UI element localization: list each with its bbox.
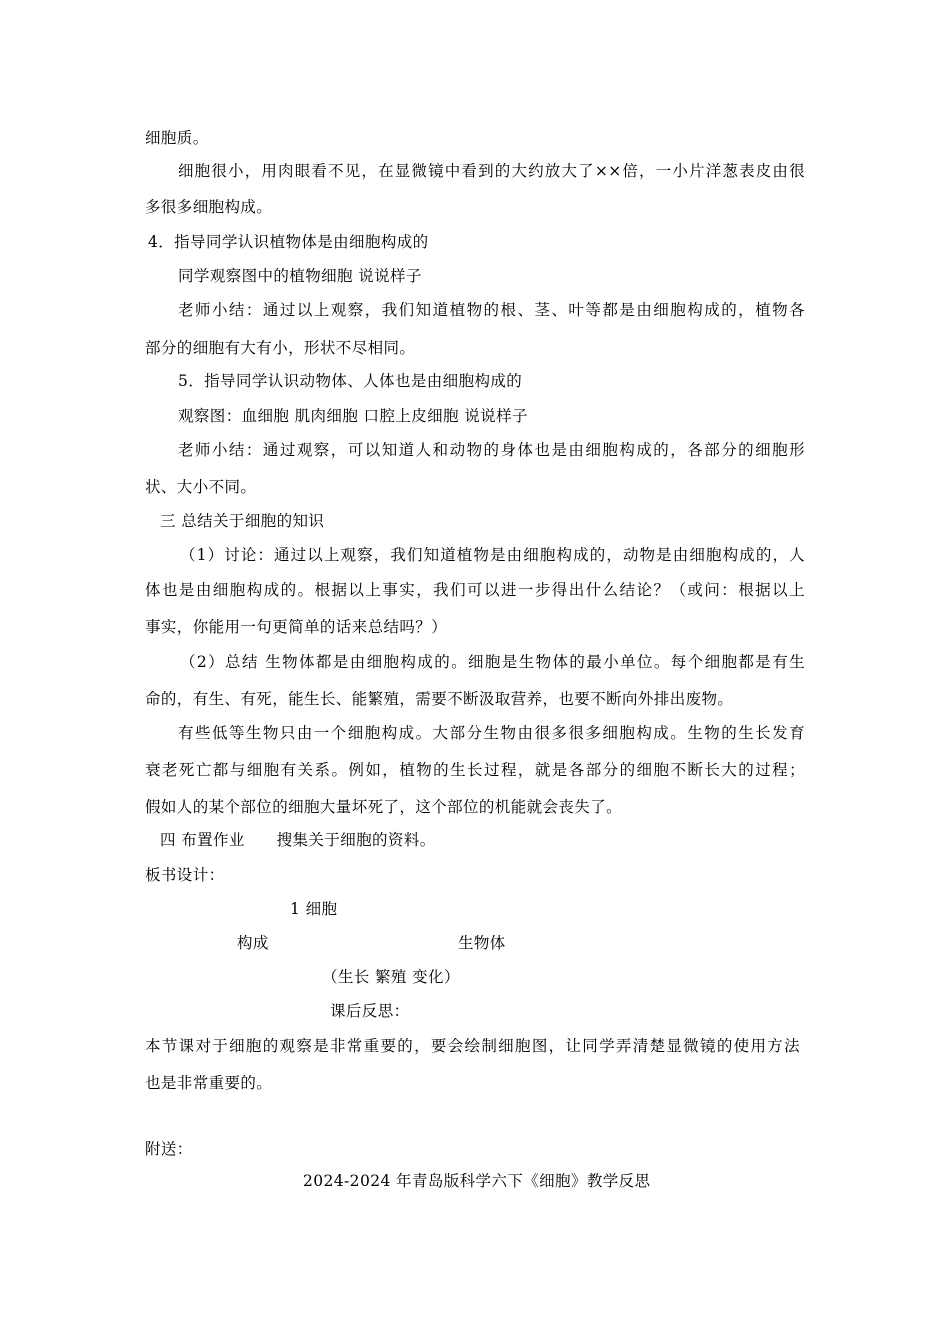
section-heading: 四 布置作业 搜集关于细胞的资料。: [160, 831, 436, 849]
paragraph-line: （1）讨论：通过以上观察，我们知道植物是由细胞构成的，动物是由细胞构成的，人: [180, 546, 805, 564]
board-right-text: 生物体: [458, 934, 506, 952]
paragraph-line: 细胞质。: [145, 129, 209, 147]
paragraph-line: 事实，你能用一句更简单的话来总结吗？）: [145, 618, 448, 636]
paragraph-line: 衰老死亡都与细胞有关系。例如，植物的生长过程，就是各部分的细胞不断长大的过程；: [145, 761, 805, 779]
reflection-label: 课后反思：: [330, 1002, 410, 1020]
paragraph-line: （2）总结 生物体都是由细胞构成的。细胞是生物体的最小单位。每个细胞都是有生: [180, 653, 805, 671]
board-left-text: 构成: [237, 934, 269, 952]
paragraph-line: 也是非常重要的。: [145, 1074, 273, 1092]
board-design-label: 板书设计：: [145, 866, 225, 884]
paragraph-line: 多很多细胞构成。: [145, 198, 273, 216]
paragraph-line: 状、大小不同。: [145, 478, 257, 496]
paragraph-line: 命的，有生、有死，能生长、能繁殖，需要不断汲取营养，也要不断向外排出废物。: [145, 690, 734, 708]
section-heading: 三 总结关于细胞的知识: [160, 512, 325, 530]
paragraph-line: 老师小结：通过观察，可以知道人和动物的身体也是由细胞构成的，各部分的细胞形: [178, 441, 805, 459]
paragraph-line: 同学观察图中的植物细胞 说说样子: [178, 267, 422, 285]
section-heading: 5．指导同学认识动物体、人体也是由细胞构成的: [178, 372, 523, 390]
paragraph-line: 观察图：血细胞 肌肉细胞 口腔上皮细胞 说说样子: [178, 407, 528, 425]
board-bottom-text: （生长 繁殖 变化）: [322, 968, 460, 986]
paragraph-line: 有些低等生物只由一个细胞构成。大部分生物由很多很多细胞构成。生物的生长发育: [178, 724, 805, 742]
appendix-label: 附送：: [145, 1140, 193, 1158]
paragraph-line: 本节课对于细胞的观察是非常重要的，要会绘制细胞图，让同学弄清楚显微镜的使用方法: [145, 1037, 800, 1055]
paragraph-line: 部分的细胞有大有小，形状不尽相同。: [145, 339, 416, 357]
appendix-title: 2024-2024 年青岛版科学六下《细胞》教学反思: [303, 1172, 651, 1190]
board-title: 1 细胞: [290, 900, 338, 918]
paragraph-line: 细胞很小，用肉眼看不见，在显微镜中看到的大约放大了××倍，一小片洋葱表皮由很: [178, 162, 805, 180]
paragraph-line: 体也是由细胞构成的。根据以上事实，我们可以进一步得出什么结论？（或问：根据以上: [145, 581, 805, 599]
section-heading: 4．指导同学认识植物体是由细胞构成的: [148, 233, 429, 251]
paragraph-line: 老师小结：通过以上观察，我们知道植物的根、茎、叶等都是由细胞构成的，植物各: [178, 301, 805, 319]
paragraph-line: 假如人的某个部位的细胞大量坏死了，这个部位的机能就会丧失了。: [145, 798, 623, 816]
